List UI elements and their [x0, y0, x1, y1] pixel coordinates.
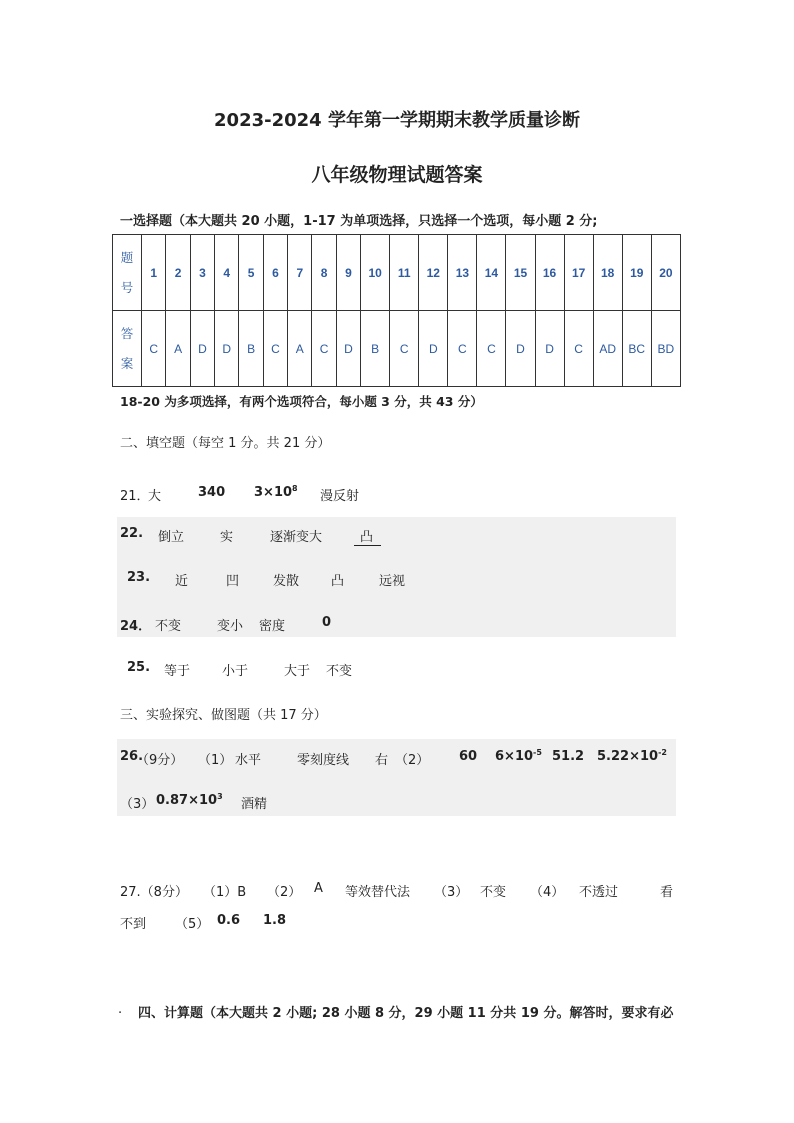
- q26-answer-3: 右: [375, 753, 389, 768]
- section2-heading: 二、填空题（每空 1 分。共 21 分）: [120, 436, 331, 451]
- q26-answer-5: $6\times 10^{-5}$: [495, 748, 542, 764]
- row-label-question: 题 号: [113, 235, 142, 311]
- q25-answer-3: 大于: [284, 664, 311, 679]
- row-label-answer: 答 案: [113, 311, 142, 387]
- question-number-cell: 11: [390, 235, 419, 311]
- q24-number: 24．: [120, 619, 152, 634]
- answer-cell: C: [448, 311, 477, 387]
- q22-answer-4: 凸: [354, 526, 381, 546]
- q27-part-5: （5）: [175, 917, 210, 932]
- question-number-cell: 2: [166, 235, 190, 311]
- answer-cell: D: [535, 311, 564, 387]
- q23-answer-2: 凹: [226, 574, 240, 589]
- q27-number: 27.（8分）: [120, 885, 188, 900]
- q25-answer-1: 等于: [164, 664, 191, 679]
- q26-number: 26.: [120, 749, 144, 764]
- q27-answer-3: 不变: [480, 885, 507, 900]
- question-number-cell: 7: [288, 235, 312, 311]
- q22-answer-3: 逐渐变大: [270, 530, 323, 545]
- question-number-cell: 6: [263, 235, 287, 311]
- q27-part-4: （4）: [530, 885, 565, 900]
- answer-cell: A: [166, 311, 190, 387]
- question-number-cell: 12: [419, 235, 448, 311]
- q26-answer-1: 水平: [235, 753, 262, 768]
- answer-cell: C: [142, 311, 166, 387]
- document-title: 2023-2024 学年第一学期期末教学质量诊断: [214, 110, 580, 131]
- q27-answer-5a: 0.6: [217, 913, 241, 928]
- q25-number: 25.: [127, 660, 151, 675]
- q26-answer-7: $5.22\times 10^{-2}$: [597, 748, 667, 764]
- question-number-cell: 1: [142, 235, 166, 311]
- answer-cell: BC: [622, 311, 651, 387]
- answer-cell: BD: [651, 311, 680, 387]
- answer-cell: B: [239, 311, 263, 387]
- q27-part-1: （1）B: [203, 885, 247, 900]
- answer-cell: C: [477, 311, 506, 387]
- q27-answer-4c: 不到: [120, 917, 147, 932]
- q21-answer-3: $3\times 10^8$: [254, 484, 298, 500]
- q26-answer-4: 60: [459, 749, 478, 764]
- q26-answer-8: $0.87\times 10^3$: [156, 792, 223, 808]
- q23-number: 23.: [127, 570, 151, 585]
- answer-cell: D: [215, 311, 239, 387]
- question-number-row: [113, 235, 681, 311]
- q27-answer-4: 不透过: [579, 885, 619, 900]
- q21-answer-2: 340: [198, 485, 226, 500]
- question-number-cell: 19: [622, 235, 651, 311]
- question-number-cell: 15: [506, 235, 535, 311]
- answer-cell: D: [506, 311, 535, 387]
- q23-answer-1: 近: [175, 574, 189, 589]
- q24-answer-1: 不变: [155, 619, 182, 634]
- q26-answer-2: 零刻度线: [297, 753, 350, 768]
- question-number-cell: 17: [564, 235, 593, 311]
- question-number-cell: 4: [215, 235, 239, 311]
- q24-answer-3: 密度: [259, 619, 286, 634]
- question-number-cell: 16: [535, 235, 564, 311]
- answer-cell: A: [288, 311, 312, 387]
- q27-part-3: （3）: [434, 885, 469, 900]
- q22-answer-2: 实: [220, 530, 234, 545]
- answer-cell: D: [336, 311, 360, 387]
- q26-answer-6: 51.2: [552, 749, 585, 764]
- q23-answer-5: 远视: [379, 574, 406, 589]
- section1-footnote: 18-20 为多项选择，有两个选项符合，每小题 3 分，共 43 分）: [120, 394, 483, 409]
- q24-answer-2: 变小: [217, 619, 244, 634]
- answer-cell: C: [564, 311, 593, 387]
- q27-answer-5b: 1.8: [263, 913, 287, 928]
- question-number-cell: 10: [361, 235, 390, 311]
- document-subtitle: 八年级物理试题答案: [311, 164, 483, 186]
- question-number-cell: 9: [336, 235, 360, 311]
- q27-answer-2: A: [314, 881, 323, 896]
- q27-answer-4b: 看: [660, 885, 674, 900]
- q23-answer-3: 发散: [273, 574, 300, 589]
- section4-heading: 四、计算题（本大题共 2 小题; 28 小题 8 分，29 小题 11 分共 19 分。解答时，要求有必: [138, 1006, 674, 1021]
- section1-heading: 一选择题（本大题共 20 小题，1-17 为单项选择，只选择一个选项，每小题 2 分;: [120, 214, 598, 229]
- q21-answer-4: 漫反射: [320, 489, 360, 504]
- answer-cell: C: [312, 311, 336, 387]
- answer-cell: C: [390, 311, 419, 387]
- q27-answer-2b: 等效替代法: [345, 885, 411, 900]
- answer-row: [113, 311, 681, 387]
- q24-answer-4: 0: [322, 615, 332, 630]
- section4-prefix: .: [118, 1002, 123, 1017]
- answer-cell: AD: [593, 311, 622, 387]
- q22-number: 22.: [120, 526, 144, 541]
- q25-answer-2: 小于: [222, 664, 249, 679]
- answer-cell: D: [190, 311, 214, 387]
- q23-answer-4: 凸: [331, 574, 345, 589]
- q26-part-2: （2）: [395, 753, 430, 768]
- question-number-cell: 20: [651, 235, 680, 311]
- question-number-cell: 18: [593, 235, 622, 311]
- q22-answer-1: 倒立: [158, 530, 185, 545]
- question-number-cell: 3: [190, 235, 214, 311]
- answer-cell: D: [419, 311, 448, 387]
- q26-answer-9: 酒精: [241, 797, 268, 812]
- q21-answer-1: 大: [148, 489, 162, 504]
- q21-number: 21．: [120, 489, 150, 504]
- section3-heading: 三、实验探究、做图题（共 17 分）: [120, 708, 327, 723]
- q26-part-3: （3）: [120, 797, 155, 812]
- q25-answer-4: 不变: [326, 664, 353, 679]
- answer-cell: B: [361, 311, 390, 387]
- q26-points: （9分）: [136, 753, 184, 768]
- question-number-cell: 14: [477, 235, 506, 311]
- answer-cell: C: [263, 311, 287, 387]
- q27-part-2: （2）: [267, 885, 302, 900]
- question-number-cell: 8: [312, 235, 336, 311]
- question-number-cell: 13: [448, 235, 477, 311]
- question-number-cell: 5: [239, 235, 263, 311]
- answer-table: [112, 234, 681, 387]
- q26-part-1: （1）: [198, 753, 233, 768]
